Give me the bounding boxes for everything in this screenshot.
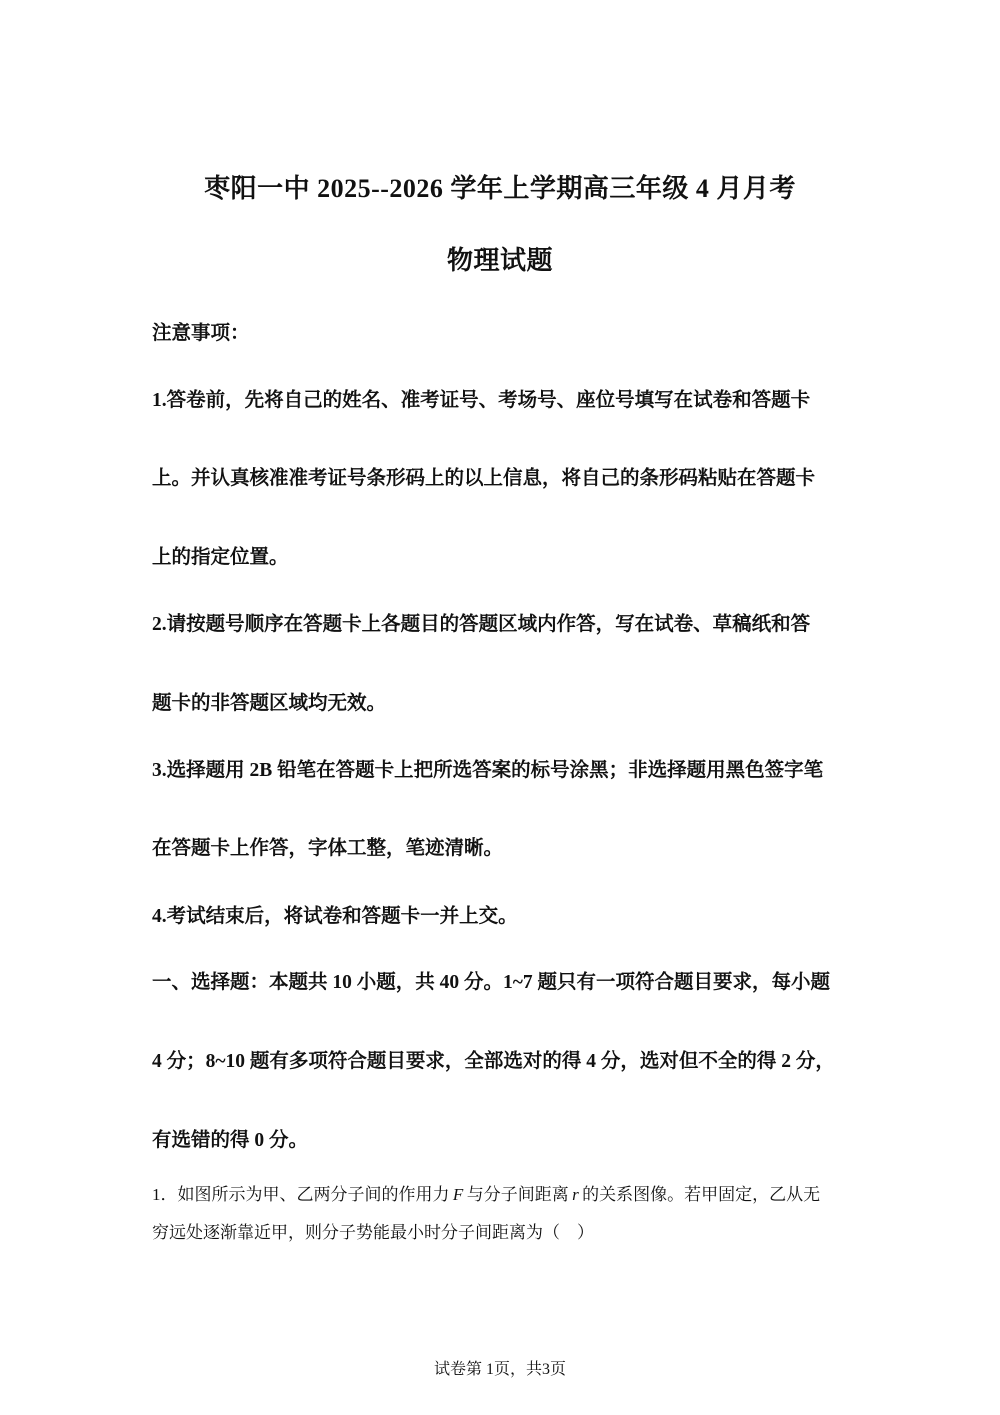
notice-heading: 注意事项： [152, 323, 250, 344]
notice-line: 2.请按题号顺序在答题卡上各题目的答题区域内作答，写在试卷、草稿纸和答 [152, 614, 811, 635]
notice-line: 上的指定位置。 [152, 547, 289, 568]
notice-line: 3.选择题用 2B 铅笔在答题卡上把所选答案的标号涂黑；非选择题用黑色签字笔 [152, 760, 824, 781]
variable-f: F [452, 1185, 464, 1204]
section-instruction-line: 有选错的得 0 分。 [152, 1130, 309, 1151]
question-text: 如图所示为甲、乙两分子间的作用力 [177, 1185, 450, 1204]
notice-line: 1.答卷前，先将自己的姓名、准考证号、考场号、座位号填写在试卷和答题卡 [152, 390, 811, 411]
notice-line: 上。并认真核准准考证号条形码上的以上信息，将自己的条形码粘贴在答题卡 [152, 468, 816, 489]
question-1-line-2: 穷远处逐渐靠近甲，则分子势能最小时分子间距离为（ ） [152, 1223, 594, 1242]
exam-title: 枣阳一中 2025--2026 学年上学期高三年级 4 月月考 [204, 174, 796, 203]
variable-r: r [572, 1185, 579, 1204]
page-footer: 试卷第 1页，共3页 [433, 1361, 566, 1378]
question-text: 与分子间距离 [466, 1185, 569, 1204]
question-1-line-1 [152, 1180, 872, 1205]
section-instruction-line: 一、选择题：本题共 10 小题，共 40 分。1~7 题只有一项符合题目要求，每小题 [152, 972, 831, 993]
exam-subject-title: 物理试题 [446, 246, 553, 275]
notice-line: 题卡的非答题区域均无效。 [152, 693, 387, 714]
notice-line: 在答题卡上作答，字体工整，笔迹清晰。 [152, 838, 504, 859]
question-text: 的关系图像。若甲固定，乙从无 [582, 1185, 821, 1204]
question-number: 1． [152, 1185, 178, 1204]
notice-line: 4.考试结束后，将试卷和答题卡一并上交。 [152, 906, 518, 927]
section-instruction-line: 4 分；8~10 题有多项符合题目要求，全部选对的得 4 分，选对但不全的得 2 分， [152, 1051, 835, 1072]
